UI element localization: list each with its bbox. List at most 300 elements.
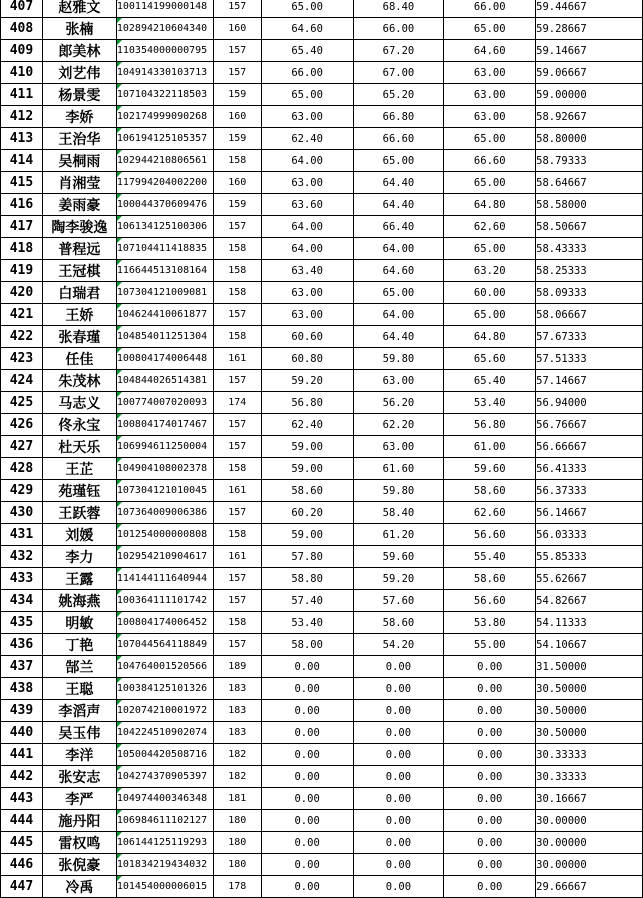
count-cell[interactable] <box>213 326 261 348</box>
count-cell[interactable] <box>213 84 261 106</box>
total-cell[interactable] <box>536 62 643 84</box>
count-cell[interactable] <box>213 18 261 40</box>
score-a-cell[interactable] <box>261 414 353 436</box>
rank-cell[interactable] <box>1 326 43 348</box>
score-c-cell[interactable] <box>444 568 536 590</box>
score-a-cell[interactable] <box>261 40 353 62</box>
id-cell[interactable] <box>116 458 213 480</box>
count-cell[interactable] <box>213 766 261 788</box>
count-cell[interactable] <box>213 744 261 766</box>
id-cell[interactable] <box>116 590 213 612</box>
score-a-cell[interactable] <box>261 480 353 502</box>
rank-cell[interactable] <box>1 568 43 590</box>
rank-cell[interactable] <box>1 392 43 414</box>
total-cell[interactable] <box>536 524 643 546</box>
name-cell[interactable] <box>42 832 116 854</box>
score-c-cell[interactable] <box>444 766 536 788</box>
total-cell[interactable] <box>536 854 643 876</box>
total-cell[interactable] <box>536 876 643 898</box>
id-cell[interactable] <box>116 854 213 876</box>
rank-cell[interactable] <box>1 656 43 678</box>
score-c-cell[interactable] <box>444 282 536 304</box>
score-a-cell[interactable] <box>261 568 353 590</box>
score-b-cell[interactable] <box>353 84 444 106</box>
name-cell[interactable] <box>42 502 116 524</box>
score-a-cell[interactable] <box>261 194 353 216</box>
id-cell[interactable] <box>116 326 213 348</box>
rank-cell[interactable] <box>1 282 43 304</box>
score-c-cell[interactable] <box>444 590 536 612</box>
count-cell[interactable] <box>213 678 261 700</box>
total-cell[interactable] <box>536 304 643 326</box>
score-c-cell[interactable] <box>444 238 536 260</box>
score-b-cell[interactable] <box>353 150 444 172</box>
id-cell[interactable] <box>116 634 213 656</box>
score-a-cell[interactable] <box>261 810 353 832</box>
count-cell[interactable] <box>213 590 261 612</box>
rank-cell[interactable] <box>1 436 43 458</box>
score-c-cell[interactable] <box>444 106 536 128</box>
score-c-cell[interactable] <box>444 18 536 40</box>
score-b-cell[interactable] <box>353 480 444 502</box>
score-c-cell[interactable] <box>444 40 536 62</box>
score-c-cell[interactable] <box>444 854 536 876</box>
id-cell[interactable] <box>116 436 213 458</box>
rank-cell[interactable] <box>1 194 43 216</box>
total-cell[interactable] <box>536 414 643 436</box>
name-cell[interactable] <box>42 744 116 766</box>
id-cell[interactable] <box>116 172 213 194</box>
total-cell[interactable] <box>536 744 643 766</box>
total-cell[interactable] <box>536 502 643 524</box>
score-b-cell[interactable] <box>353 788 444 810</box>
id-cell[interactable] <box>116 678 213 700</box>
total-cell[interactable] <box>536 392 643 414</box>
score-b-cell[interactable] <box>353 216 444 238</box>
score-b-cell[interactable] <box>353 656 444 678</box>
score-c-cell[interactable] <box>444 788 536 810</box>
name-cell[interactable] <box>42 810 116 832</box>
score-b-cell[interactable] <box>353 392 444 414</box>
score-a-cell[interactable] <box>261 106 353 128</box>
id-cell[interactable] <box>116 260 213 282</box>
total-cell[interactable] <box>536 546 643 568</box>
score-c-cell[interactable] <box>444 524 536 546</box>
rank-cell[interactable] <box>1 788 43 810</box>
id-cell[interactable] <box>116 876 213 898</box>
rank-cell[interactable] <box>1 876 43 898</box>
score-a-cell[interactable] <box>261 172 353 194</box>
score-c-cell[interactable] <box>444 700 536 722</box>
count-cell[interactable] <box>213 392 261 414</box>
name-cell[interactable] <box>42 722 116 744</box>
name-cell[interactable] <box>42 854 116 876</box>
total-cell[interactable] <box>536 0 643 18</box>
score-c-cell[interactable] <box>444 678 536 700</box>
total-cell[interactable] <box>536 590 643 612</box>
score-b-cell[interactable] <box>353 612 444 634</box>
total-cell[interactable] <box>536 436 643 458</box>
score-c-cell[interactable] <box>444 480 536 502</box>
total-cell[interactable] <box>536 634 643 656</box>
total-cell[interactable] <box>536 568 643 590</box>
total-cell[interactable] <box>536 810 643 832</box>
id-cell[interactable] <box>116 810 213 832</box>
count-cell[interactable] <box>213 854 261 876</box>
score-a-cell[interactable] <box>261 62 353 84</box>
score-a-cell[interactable] <box>261 502 353 524</box>
count-cell[interactable] <box>213 700 261 722</box>
total-cell[interactable] <box>536 40 643 62</box>
name-cell[interactable] <box>42 370 116 392</box>
score-a-cell[interactable] <box>261 458 353 480</box>
score-a-cell[interactable] <box>261 876 353 898</box>
rank-cell[interactable] <box>1 304 43 326</box>
id-cell[interactable] <box>116 832 213 854</box>
name-cell[interactable] <box>42 128 116 150</box>
score-b-cell[interactable] <box>353 832 444 854</box>
name-cell[interactable] <box>42 84 116 106</box>
total-cell[interactable] <box>536 656 643 678</box>
rank-cell[interactable] <box>1 458 43 480</box>
count-cell[interactable] <box>213 106 261 128</box>
total-cell[interactable] <box>536 282 643 304</box>
score-c-cell[interactable] <box>444 546 536 568</box>
name-cell[interactable] <box>42 348 116 370</box>
score-c-cell[interactable] <box>444 84 536 106</box>
rank-cell[interactable] <box>1 370 43 392</box>
score-b-cell[interactable] <box>353 194 444 216</box>
score-b-cell[interactable] <box>353 524 444 546</box>
count-cell[interactable] <box>213 546 261 568</box>
score-b-cell[interactable] <box>353 766 444 788</box>
count-cell[interactable] <box>213 282 261 304</box>
total-cell[interactable] <box>536 678 643 700</box>
rank-cell[interactable] <box>1 128 43 150</box>
count-cell[interactable] <box>213 128 261 150</box>
name-cell[interactable] <box>42 282 116 304</box>
id-cell[interactable] <box>116 106 213 128</box>
score-a-cell[interactable] <box>261 370 353 392</box>
score-a-cell[interactable] <box>261 546 353 568</box>
score-b-cell[interactable] <box>353 238 444 260</box>
score-c-cell[interactable] <box>444 612 536 634</box>
score-c-cell[interactable] <box>444 458 536 480</box>
count-cell[interactable] <box>213 238 261 260</box>
total-cell[interactable] <box>536 458 643 480</box>
total-cell[interactable] <box>536 106 643 128</box>
id-cell[interactable] <box>116 656 213 678</box>
name-cell[interactable] <box>42 458 116 480</box>
score-a-cell[interactable] <box>261 634 353 656</box>
name-cell[interactable] <box>42 700 116 722</box>
id-cell[interactable] <box>116 0 213 18</box>
total-cell[interactable] <box>536 194 643 216</box>
score-b-cell[interactable] <box>353 326 444 348</box>
score-b-cell[interactable] <box>353 546 444 568</box>
score-a-cell[interactable] <box>261 656 353 678</box>
score-a-cell[interactable] <box>261 612 353 634</box>
name-cell[interactable] <box>42 392 116 414</box>
total-cell[interactable] <box>536 700 643 722</box>
count-cell[interactable] <box>213 194 261 216</box>
count-cell[interactable] <box>213 348 261 370</box>
total-cell[interactable] <box>536 150 643 172</box>
score-b-cell[interactable] <box>353 414 444 436</box>
score-b-cell[interactable] <box>353 260 444 282</box>
rank-cell[interactable] <box>1 0 43 18</box>
score-b-cell[interactable] <box>353 18 444 40</box>
rank-cell[interactable] <box>1 590 43 612</box>
total-cell[interactable] <box>536 766 643 788</box>
score-a-cell[interactable] <box>261 0 353 18</box>
total-cell[interactable] <box>536 216 643 238</box>
id-cell[interactable] <box>116 568 213 590</box>
score-c-cell[interactable] <box>444 326 536 348</box>
score-b-cell[interactable] <box>353 106 444 128</box>
score-c-cell[interactable] <box>444 370 536 392</box>
score-b-cell[interactable] <box>353 62 444 84</box>
id-cell[interactable] <box>116 722 213 744</box>
name-cell[interactable] <box>42 678 116 700</box>
rank-cell[interactable] <box>1 854 43 876</box>
id-cell[interactable] <box>116 348 213 370</box>
rank-cell[interactable] <box>1 700 43 722</box>
score-a-cell[interactable] <box>261 700 353 722</box>
score-c-cell[interactable] <box>444 876 536 898</box>
count-cell[interactable] <box>213 304 261 326</box>
id-cell[interactable] <box>116 744 213 766</box>
count-cell[interactable] <box>213 62 261 84</box>
rank-cell[interactable] <box>1 238 43 260</box>
name-cell[interactable] <box>42 634 116 656</box>
score-a-cell[interactable] <box>261 678 353 700</box>
rank-cell[interactable] <box>1 744 43 766</box>
score-a-cell[interactable] <box>261 282 353 304</box>
rank-cell[interactable] <box>1 40 43 62</box>
name-cell[interactable] <box>42 766 116 788</box>
count-cell[interactable] <box>213 568 261 590</box>
rank-cell[interactable] <box>1 502 43 524</box>
score-b-cell[interactable] <box>353 590 444 612</box>
score-c-cell[interactable] <box>444 304 536 326</box>
id-cell[interactable] <box>116 392 213 414</box>
rank-cell[interactable] <box>1 480 43 502</box>
score-c-cell[interactable] <box>444 656 536 678</box>
score-c-cell[interactable] <box>444 414 536 436</box>
total-cell[interactable] <box>536 128 643 150</box>
id-cell[interactable] <box>116 414 213 436</box>
score-a-cell[interactable] <box>261 766 353 788</box>
count-cell[interactable] <box>213 414 261 436</box>
total-cell[interactable] <box>536 370 643 392</box>
id-cell[interactable] <box>116 238 213 260</box>
score-b-cell[interactable] <box>353 458 444 480</box>
name-cell[interactable] <box>42 238 116 260</box>
count-cell[interactable] <box>213 612 261 634</box>
id-cell[interactable] <box>116 62 213 84</box>
name-cell[interactable] <box>42 524 116 546</box>
name-cell[interactable] <box>42 788 116 810</box>
rank-cell[interactable] <box>1 810 43 832</box>
total-cell[interactable] <box>536 260 643 282</box>
name-cell[interactable] <box>42 414 116 436</box>
total-cell[interactable] <box>536 788 643 810</box>
id-cell[interactable] <box>116 282 213 304</box>
score-b-cell[interactable] <box>353 810 444 832</box>
count-cell[interactable] <box>213 0 261 18</box>
score-b-cell[interactable] <box>353 172 444 194</box>
rank-cell[interactable] <box>1 678 43 700</box>
count-cell[interactable] <box>213 634 261 656</box>
id-cell[interactable] <box>116 194 213 216</box>
name-cell[interactable] <box>42 436 116 458</box>
name-cell[interactable] <box>42 150 116 172</box>
score-b-cell[interactable] <box>353 304 444 326</box>
name-cell[interactable] <box>42 260 116 282</box>
score-b-cell[interactable] <box>353 678 444 700</box>
rank-cell[interactable] <box>1 722 43 744</box>
score-b-cell[interactable] <box>353 854 444 876</box>
total-cell[interactable] <box>536 18 643 40</box>
name-cell[interactable] <box>42 480 116 502</box>
score-b-cell[interactable] <box>353 744 444 766</box>
score-c-cell[interactable] <box>444 194 536 216</box>
score-a-cell[interactable] <box>261 304 353 326</box>
rank-cell[interactable] <box>1 832 43 854</box>
score-b-cell[interactable] <box>353 876 444 898</box>
name-cell[interactable] <box>42 304 116 326</box>
score-c-cell[interactable] <box>444 502 536 524</box>
rank-cell[interactable] <box>1 348 43 370</box>
name-cell[interactable] <box>42 172 116 194</box>
id-cell[interactable] <box>116 304 213 326</box>
total-cell[interactable] <box>536 832 643 854</box>
score-b-cell[interactable] <box>353 634 444 656</box>
id-cell[interactable] <box>116 546 213 568</box>
id-cell[interactable] <box>116 216 213 238</box>
score-c-cell[interactable] <box>444 436 536 458</box>
id-cell[interactable] <box>116 84 213 106</box>
count-cell[interactable] <box>213 40 261 62</box>
rank-cell[interactable] <box>1 172 43 194</box>
score-b-cell[interactable] <box>353 40 444 62</box>
score-b-cell[interactable] <box>353 282 444 304</box>
total-cell[interactable] <box>536 326 643 348</box>
rank-cell[interactable] <box>1 524 43 546</box>
score-a-cell[interactable] <box>261 744 353 766</box>
name-cell[interactable] <box>42 590 116 612</box>
rank-cell[interactable] <box>1 612 43 634</box>
score-b-cell[interactable] <box>353 436 444 458</box>
count-cell[interactable] <box>213 722 261 744</box>
total-cell[interactable] <box>536 84 643 106</box>
rank-cell[interactable] <box>1 106 43 128</box>
count-cell[interactable] <box>213 260 261 282</box>
name-cell[interactable] <box>42 0 116 18</box>
name-cell[interactable] <box>42 194 116 216</box>
count-cell[interactable] <box>213 788 261 810</box>
id-cell[interactable] <box>116 612 213 634</box>
name-cell[interactable] <box>42 656 116 678</box>
name-cell[interactable] <box>42 62 116 84</box>
id-cell[interactable] <box>116 766 213 788</box>
rank-cell[interactable] <box>1 216 43 238</box>
id-cell[interactable] <box>116 524 213 546</box>
name-cell[interactable] <box>42 876 116 898</box>
id-cell[interactable] <box>116 40 213 62</box>
total-cell[interactable] <box>536 172 643 194</box>
score-c-cell[interactable] <box>444 172 536 194</box>
score-c-cell[interactable] <box>444 0 536 18</box>
total-cell[interactable] <box>536 480 643 502</box>
score-a-cell[interactable] <box>261 832 353 854</box>
score-a-cell[interactable] <box>261 524 353 546</box>
count-cell[interactable] <box>213 458 261 480</box>
rank-cell[interactable] <box>1 414 43 436</box>
score-b-cell[interactable] <box>353 568 444 590</box>
score-a-cell[interactable] <box>261 722 353 744</box>
id-cell[interactable] <box>116 700 213 722</box>
id-cell[interactable] <box>116 128 213 150</box>
rank-cell[interactable] <box>1 62 43 84</box>
rank-cell[interactable] <box>1 150 43 172</box>
name-cell[interactable] <box>42 18 116 40</box>
rank-cell[interactable] <box>1 766 43 788</box>
score-a-cell[interactable] <box>261 128 353 150</box>
score-a-cell[interactable] <box>261 84 353 106</box>
score-c-cell[interactable] <box>444 722 536 744</box>
score-c-cell[interactable] <box>444 634 536 656</box>
name-cell[interactable] <box>42 106 116 128</box>
name-cell[interactable] <box>42 40 116 62</box>
rank-cell[interactable] <box>1 84 43 106</box>
count-cell[interactable] <box>213 876 261 898</box>
score-a-cell[interactable] <box>261 260 353 282</box>
count-cell[interactable] <box>213 480 261 502</box>
count-cell[interactable] <box>213 436 261 458</box>
score-a-cell[interactable] <box>261 238 353 260</box>
score-a-cell[interactable] <box>261 590 353 612</box>
score-c-cell[interactable] <box>444 744 536 766</box>
rank-cell[interactable] <box>1 18 43 40</box>
score-a-cell[interactable] <box>261 326 353 348</box>
name-cell[interactable] <box>42 216 116 238</box>
score-c-cell[interactable] <box>444 150 536 172</box>
score-c-cell[interactable] <box>444 260 536 282</box>
score-b-cell[interactable] <box>353 370 444 392</box>
score-c-cell[interactable] <box>444 392 536 414</box>
score-a-cell[interactable] <box>261 788 353 810</box>
score-b-cell[interactable] <box>353 128 444 150</box>
score-a-cell[interactable] <box>261 216 353 238</box>
score-b-cell[interactable] <box>353 348 444 370</box>
id-cell[interactable] <box>116 370 213 392</box>
count-cell[interactable] <box>213 150 261 172</box>
id-cell[interactable] <box>116 502 213 524</box>
total-cell[interactable] <box>536 612 643 634</box>
count-cell[interactable] <box>213 810 261 832</box>
score-b-cell[interactable] <box>353 502 444 524</box>
score-c-cell[interactable] <box>444 832 536 854</box>
id-cell[interactable] <box>116 480 213 502</box>
total-cell[interactable] <box>536 238 643 260</box>
score-c-cell[interactable] <box>444 348 536 370</box>
rank-cell[interactable] <box>1 546 43 568</box>
rank-cell[interactable] <box>1 260 43 282</box>
rank-cell[interactable] <box>1 634 43 656</box>
score-a-cell[interactable] <box>261 348 353 370</box>
